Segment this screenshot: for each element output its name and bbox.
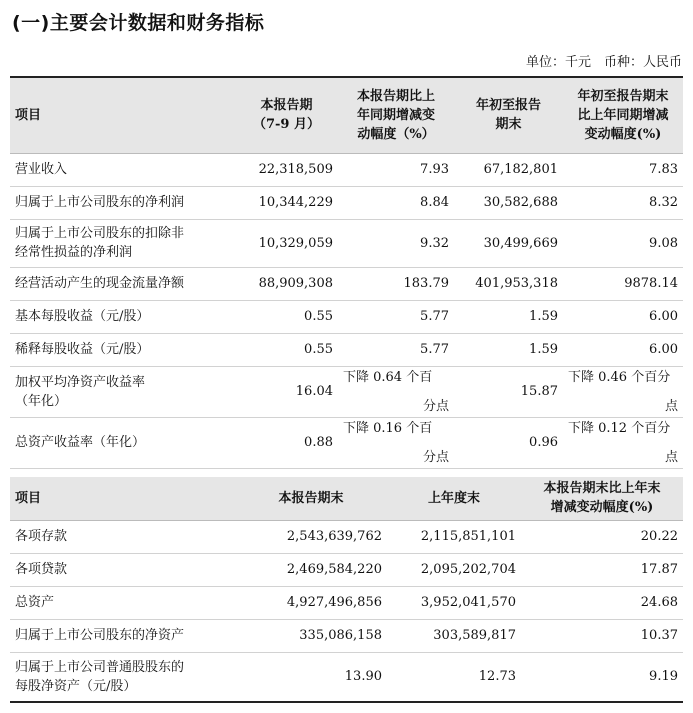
row-item: 各项存款 [10,520,235,553]
row-period: 88,909,308 [235,267,338,300]
row-period: 10,344,229 [235,186,338,219]
row-item: 稀释每股收益（元/股） [10,333,235,366]
row-period-change: 183.79 [338,267,454,300]
row-period: 10,329,059 [235,219,338,267]
row-change: 20.22 [521,520,683,553]
row-ytd: 30,499,669 [454,219,563,267]
row-change: 10.37 [521,619,683,652]
header-period: 本报告期 （7-9 月） [235,77,338,153]
row-last-year-end: 303,589,817 [387,619,521,652]
table-row [10,586,683,619]
row-ytd-change: 8.32 [563,186,683,219]
row-period-end: 4,927,496,856 [235,586,387,619]
row-item: 归属于上市公司股东的净资产 [10,619,235,652]
table-row [10,153,683,186]
unit-label: 单位：千元 币种：人民币 [525,55,682,70]
table-row [10,267,683,300]
row-period-end: 2,469,584,220 [235,553,387,586]
table-row [10,553,683,586]
row-ytd: 401,953,318 [454,267,563,300]
row-period-change: 8.84 [338,186,454,219]
row-last-year-end: 2,115,851,101 [387,520,521,553]
row-ytd-change [563,366,683,417]
row-item: 归属于上市公司股东的扣除非 经常性损益的净利润 [10,219,235,267]
row-ytd: 30,582,688 [454,186,563,219]
row-ytd: 67,182,801 [454,153,563,186]
row-ytd: 0.96 [454,417,563,468]
row-period: 0.88 [235,417,338,468]
row-ytd-change: 6.00 [563,300,683,333]
header-item: 项目 [10,77,235,153]
table-row [10,219,683,267]
header-period-end: 本报告期末 [235,477,387,520]
table-row [10,300,683,333]
row-period-end: 335,086,158 [235,619,387,652]
header-last-year-end: 上年度末 [387,477,521,520]
row-change: 17.87 [521,553,683,586]
header-period-change: 本报告期比上 年同期增减变 动幅度（%） [338,77,454,153]
table-header-row [10,477,683,520]
table-row [10,619,683,652]
row-item: 总资产收益率（年化） [10,417,235,468]
row-item: 营业收入 [10,153,235,186]
row-period: 16.04 [235,366,338,417]
balance-indicators-table [10,477,683,703]
change-text-line2: 点 [664,449,678,465]
change-text-line1: 下降 0.64 个百 [343,369,433,385]
row-ytd: 1.59 [454,300,563,333]
row-period-end: 2,543,639,762 [235,520,387,553]
row-change: 24.68 [521,586,683,619]
table-row [10,520,683,553]
table-row [10,366,683,417]
table-row [10,186,683,219]
change-text-line1: 下降 0.16 个百 [343,420,433,436]
table-row [10,333,683,366]
row-item: 经营活动产生的现金流量净额 [10,267,235,300]
row-item: 基本每股收益（元/股） [10,300,235,333]
row-ytd: 1.59 [454,333,563,366]
header-ytd: 年初至报告 期末 [454,77,563,153]
change-text-line2: 分点 [422,398,449,414]
row-period: 0.55 [235,333,338,366]
header-ytd-change: 年初至报告期末 比上年同期增减 变动幅度(%) [563,77,683,153]
row-period-change: 7.93 [338,153,454,186]
row-period-change [338,366,454,417]
row-period-change [338,417,454,468]
row-item: 各项贷款 [10,553,235,586]
row-ytd-change [563,417,683,468]
row-last-year-end: 3,952,041,570 [387,586,521,619]
header-item: 项目 [10,477,235,520]
row-item: 归属于上市公司普通股股东的 每股净资产（元/股） [10,652,235,702]
header-change: 本报告期末比上年末 增减变动幅度(%) [521,477,683,520]
row-ytd-change: 7.83 [563,153,683,186]
row-period-end: 13.90 [235,652,387,702]
row-item: 归属于上市公司股东的净利润 [10,186,235,219]
change-text-line2: 分点 [422,449,449,465]
row-ytd: 15.87 [454,366,563,417]
change-text-line1: 下降 0.46 个百分 [568,369,671,385]
change-text-line2: 点 [664,398,678,414]
table-header-row [10,77,683,153]
change-text-line1: 下降 0.12 个百分 [568,420,671,436]
row-last-year-end: 12.73 [387,652,521,702]
table-row [10,652,683,702]
row-period: 22,318,509 [235,153,338,186]
row-period: 0.55 [235,300,338,333]
row-item: 总资产 [10,586,235,619]
section-title: (一)主要会计数据和财务指标 [12,12,265,34]
row-ytd-change: 6.00 [563,333,683,366]
row-item: 加权平均净资产收益率 （年化） [10,366,235,417]
row-last-year-end: 2,095,202,704 [387,553,521,586]
financial-indicators-table [10,76,683,469]
row-ytd-change: 9878.14 [563,267,683,300]
table-row [10,417,683,468]
row-period-change: 9.32 [338,219,454,267]
row-period-change: 5.77 [338,300,454,333]
row-ytd-change: 9.08 [563,219,683,267]
row-change: 9.19 [521,652,683,702]
row-period-change: 5.77 [338,333,454,366]
